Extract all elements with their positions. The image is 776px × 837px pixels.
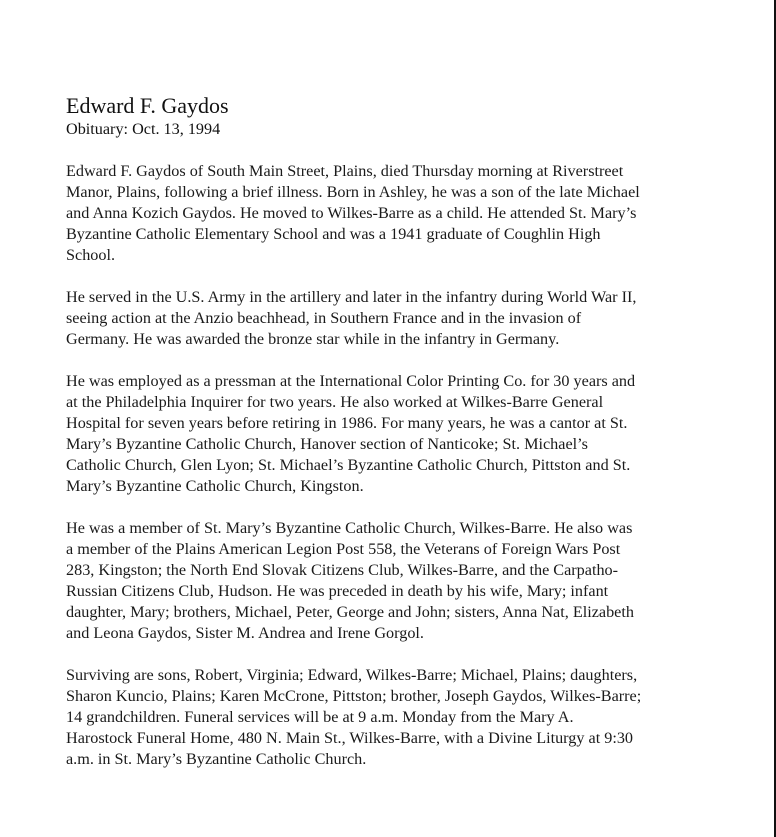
text-line: a.m. in St. Mary’s Byzantine Catholic Church. xyxy=(66,750,367,768)
text-line: Hospital for seven years before retiring in 1986. For many years, he was a cantor at St. xyxy=(66,414,628,432)
text-line: Edward F. Gaydos of South Main Street, Plains, died Thursday morning at Riverstreet xyxy=(66,162,624,180)
page-title: Edward F. Gaydos xyxy=(66,93,229,118)
text-line: a member of the Plains American Legion Post 558, the Veterans of Foreign Wars Post xyxy=(66,540,621,558)
text-line: He was employed as a pressman at the International Color Printing Co. for 30 years and xyxy=(66,372,636,390)
text-line: 14 grandchildren. Funeral services will be at 9 a.m. Monday from the Mary A. xyxy=(66,708,574,726)
text-line: Surviving are sons, Robert, Virginia; Edward, Wilkes-Barre; Michael, Plains; daughters, xyxy=(66,666,638,684)
paragraph-employment xyxy=(66,371,728,497)
text-line: Mary’s Byzantine Catholic Church, Kingston. xyxy=(66,477,364,495)
text-line: 283, Kingston; the North End Slovak Citizens Club, Wilkes-Barre, and the Carpatho- xyxy=(66,561,619,579)
text-line: Harostock Funeral Home, 480 N. Main St., Wilkes-Barre, with a Divine Liturgy at 9:30 xyxy=(66,729,634,747)
text-line: seeing action at the Anzio beachhead, in Southern France and in the invasion of xyxy=(66,309,582,327)
text-line: He was a member of St. Mary’s Byzantine Catholic Church, Wilkes-Barre. He also was xyxy=(66,519,633,537)
text-line: and Leona Gaydos, Sister M. Andrea and Irene Gorgol. xyxy=(66,624,424,642)
text-line: at the Philadelphia Inquirer for two years. He also worked at Wilkes-Barre General xyxy=(66,393,604,411)
text-line: Catholic Church, Glen Lyon; St. Michael’s Byzantine Catholic Church, Pittston and St. xyxy=(66,456,631,474)
text-line: Russian Citizens Club, Hudson. He was preceded in death by his wife, Mary; infant xyxy=(66,582,609,600)
text-line: Manor, Plains, following a brief illness. Born in Ashley, he was a son of the late Michael xyxy=(66,183,640,201)
text-line: daughter, Mary; brothers, Michael, Peter, George and John; sisters, Anna Nat, Elizabeth xyxy=(66,603,634,621)
obituary-date: Obituary: Oct. 13, 1994 xyxy=(66,120,221,138)
text-line: Germany. He was awarded the bronze star while in the infantry in Germany. xyxy=(66,330,560,348)
text-line: Byzantine Catholic Elementary School and was a 1941 graduate of Coughlin High xyxy=(66,225,601,243)
text-line: and Anna Kozich Gaydos. He moved to Wilkes-Barre as a child. He attended St. Mary’s xyxy=(66,204,637,222)
obituary-content xyxy=(66,93,728,791)
text-line: School. xyxy=(66,246,116,264)
paragraph-survivors xyxy=(66,665,728,770)
paragraph-military-service xyxy=(66,287,728,350)
paragraph-death-notice xyxy=(66,161,728,266)
text-line: He served in the U.S. Army in the artillery and later in the infantry during World War II, xyxy=(66,288,637,306)
text-line: Sharon Kuncio, Plains; Karen McCrone, Pittston; brother, Joseph Gaydos, Wilkes-Barre; xyxy=(66,687,642,705)
text-line: Mary’s Byzantine Catholic Church, Hanover section of Nanticoke; St. Michael’s xyxy=(66,435,588,453)
paragraph-memberships xyxy=(66,518,728,644)
